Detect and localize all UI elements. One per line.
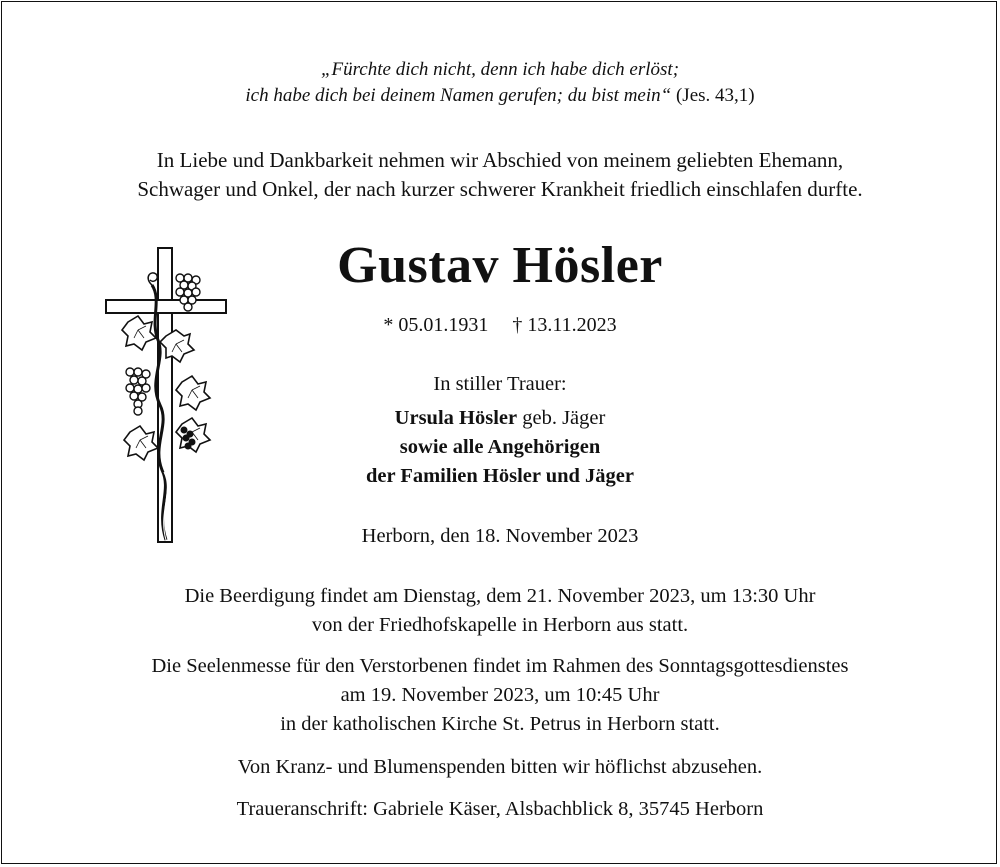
death-date: † 13.11.2023 — [512, 314, 617, 336]
funeral-line-1: Die Beerdigung findet am Dienstag, dem 21. November 2023, um 13:30 Uhr — [184, 585, 816, 607]
widow-name: Ursula Hösler — [394, 407, 518, 429]
place-date: Herborn, den 18. November 2023 — [361, 525, 639, 547]
intro-line-2: Schwager und Onkel, der nach kurzer schwerer Krankheit friedlich einschlafen durfte. — [137, 177, 863, 201]
mourning-address: Traueranschrift: Gabriele Käser, Alsbachblick 8, 35745 Herborn — [236, 798, 764, 820]
mass-line-2: am 19. November 2023, um 10:45 Uhr — [340, 684, 660, 706]
quote-text-2: ich habe dich bei deinem Namen gerufen; du bist mein“ — [245, 85, 672, 106]
mass-line-1: Die Seelenmesse für den Verstorbenen findet im Rahmen des Sonntagsgottesdienstes — [151, 655, 849, 677]
mourners-heading: In stiller Trauer: — [433, 373, 567, 395]
intro-line-1: In Liebe und Dankbarkeit nehmen wir Abschied von meinem geliebten Ehemann, — [156, 148, 844, 172]
funeral-line-2: von der Friedhofskapelle in Herborn aus statt. — [311, 614, 689, 636]
mass-line-3: in der katholischen Kirche St. Petrus in Herborn statt. — [280, 713, 720, 735]
flowers-note: Von Kranz- und Blumenspenden bitten wir höflichst abzusehen. — [237, 756, 763, 778]
quote-line-1 — [0, 58, 1000, 82]
mourners-line-3: der Familien Hösler und Jäger — [365, 465, 634, 487]
birth-date: * 05.01.1931 — [383, 314, 489, 336]
deceased-name: Gustav Hösler — [337, 237, 663, 294]
quote-line-2 — [0, 84, 1000, 108]
cross-with-grapevine-icon — [100, 240, 235, 550]
widow-maiden-name: geb. Jäger — [517, 407, 606, 429]
quote-reference: (Jes. 43,1) — [675, 85, 755, 106]
mourners-line-2: sowie alle Angehörigen — [399, 436, 601, 458]
quote-text-1: „Fürchte dich nicht, denn ich habe dich erlöst; — [320, 59, 680, 80]
